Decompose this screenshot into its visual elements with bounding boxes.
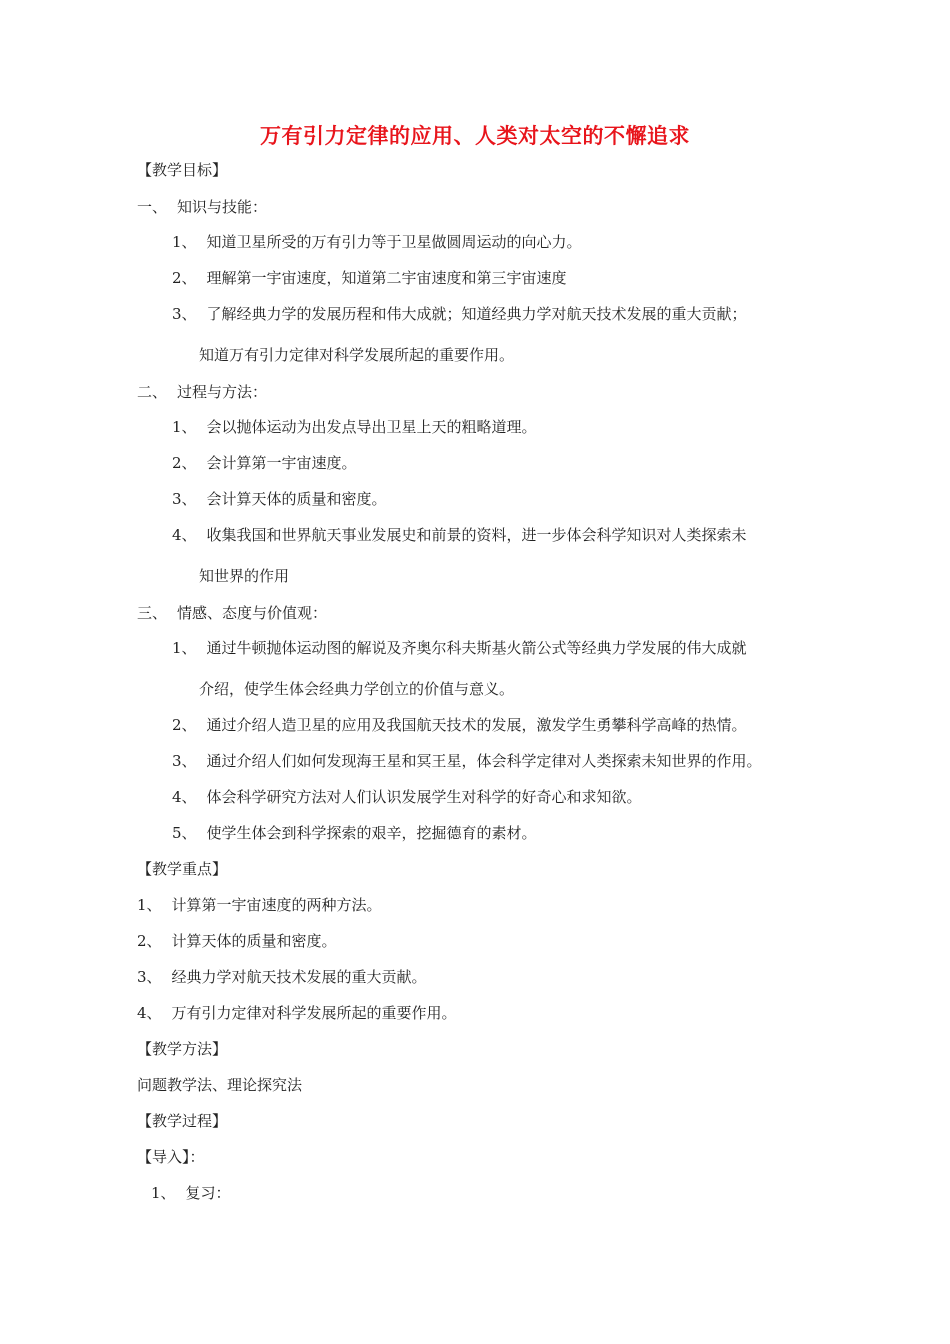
section-3-item-4: 4、 体会科学研究方法对人们认识发展学生对科学的好奇心和求知欲。 (172, 788, 642, 806)
section-3-item-3: 3、 通过介绍人们如何发现海王星和冥王星，体会科学定律对人类探索未知世界的作用。 (172, 752, 762, 770)
section-3-label: 三、 (137, 604, 168, 622)
section-1-heading (137, 197, 267, 217)
keypoints-heading: 【教学重点】 (137, 860, 228, 878)
document-title: 万有引力定律的应用、人类对太空的不懈追求 (260, 123, 690, 148)
section-1-item-1: 1、 知道卫星所受的万有引力等于卫星做圆周运动的向心力。 (172, 233, 582, 251)
section-2-item-3: 3、 会计算天体的质量和密度。 (172, 490, 387, 508)
section-2-heading (137, 382, 267, 402)
keypoint-1: 1、 计算第一宇宙速度的两种方法。 (137, 896, 382, 914)
section-2-item-4: 4、 收集我国和世界航天事业发展史和前景的资料，进一步体会科学知识对人类探索未 (172, 526, 747, 544)
section-3-item-2: 2、 通过介绍人造卫星的应用及我国航天技术的发展，激发学生勇攀科学高峰的热情。 (172, 716, 747, 734)
section-3-title: 情感、态度与价值观： (177, 604, 328, 622)
section-1-label: 一、 (137, 198, 168, 216)
section-2-item-1: 1、 会以抛体运动为出发点导出卫星上天的粗略道理。 (172, 418, 537, 436)
section-3-heading (137, 603, 327, 623)
section-3-item-1-continued: 介绍，使学生体会经典力学创立的价值与意义。 (199, 680, 515, 698)
keypoint-2: 2、 计算天体的质量和密度。 (137, 932, 337, 950)
section-1-item-2: 2、 理解第一宇宙速度，知道第二宇宙速度和第三宇宙速度 (172, 269, 567, 287)
objectives-heading: 【教学目标】 (137, 161, 228, 179)
keypoint-4: 4、 万有引力定律对科学发展所起的重要作用。 (137, 1004, 457, 1022)
section-1-item-3: 3、 了解经典力学的发展历程和伟大成就；知道经典力学对航天技术发展的重大贡献； (172, 305, 747, 323)
intro-item-1: 1、 复习： (151, 1184, 231, 1202)
section-2-item-2: 2、 会计算第一宇宙速度。 (172, 454, 357, 472)
intro-heading: 【导入】： (137, 1148, 205, 1166)
keypoint-3: 3、 经典力学对航天技术发展的重大贡献。 (137, 968, 427, 986)
section-2-item-4-continued: 知世界的作用 (199, 567, 290, 585)
methods-heading: 【教学方法】 (137, 1040, 228, 1058)
section-2-title: 过程与方法： (177, 383, 268, 401)
methods-text: 问题教学法、理论探究法 (137, 1076, 303, 1094)
section-3-item-1: 1、 通过牛顿抛体运动图的解说及齐奥尔科夫斯基火箭公式等经典力学发展的伟大成就 (172, 639, 747, 657)
section-3-item-5: 5、 使学生体会到科学探索的艰辛，挖掘德育的素材。 (172, 824, 537, 842)
section-1-item-3-continued: 知道万有引力定律对科学发展所起的重要作用。 (199, 346, 515, 364)
section-1-title: 知识与技能： (177, 198, 268, 216)
process-heading: 【教学过程】 (137, 1112, 228, 1130)
section-2-label: 二、 (137, 383, 168, 401)
